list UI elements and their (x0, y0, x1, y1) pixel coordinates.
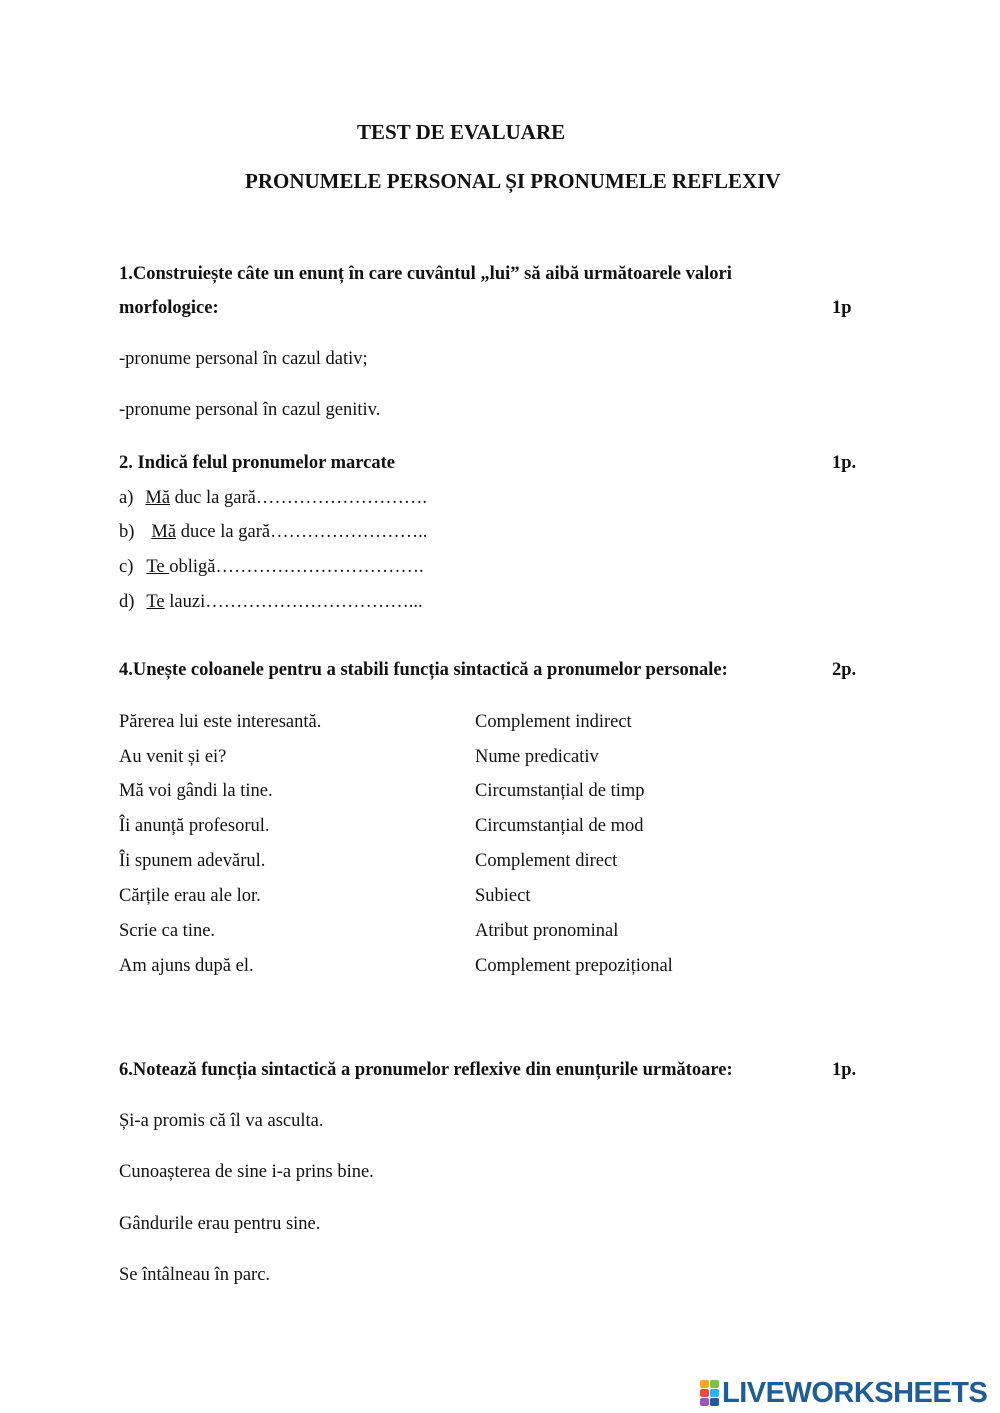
question-2-item-a (119, 488, 427, 509)
item-text: duc la gară………………………. (170, 488, 427, 508)
question-1-points: 1p (832, 298, 852, 318)
right-column-item[interactable]: Subiect (475, 886, 531, 906)
marked-pronoun: Te (146, 557, 170, 577)
right-column-item[interactable]: Complement prepozițional (475, 956, 673, 976)
left-column-item[interactable]: Cărțile erau ale lor. (119, 886, 261, 906)
page-title: TEST DE EVALUARE (357, 120, 566, 144)
question-2-item-d (119, 592, 423, 613)
right-column-item[interactable]: Complement indirect (475, 712, 632, 732)
right-column-item[interactable]: Circumstanțial de timp (475, 781, 645, 801)
question-4-points: 2p. (832, 660, 857, 680)
right-column-item[interactable]: Atribut pronominal (475, 921, 619, 941)
item-letter: c) (119, 557, 134, 577)
left-column-item[interactable]: Îi spunem adevărul. (119, 851, 266, 871)
question-1-title-line2: morfologice: (119, 298, 219, 318)
question-6-points: 1p. (832, 1060, 857, 1080)
right-column-item[interactable]: Complement direct (475, 851, 618, 871)
question-2-item-c (119, 557, 424, 578)
question-4-title: 4.Unește coloanele pentru a stabili funcția sintactică a pronumelor personale: (119, 660, 728, 680)
marked-pronoun: Mă (145, 488, 171, 508)
liveworksheets-logo[interactable] (700, 1378, 987, 1408)
question-1-item: -pronume personal în cazul genitiv. (119, 400, 381, 420)
right-column-item[interactable]: Circumstanțial de mod (475, 816, 644, 836)
question-2-title: 2. Indică felul pronumelor marcate (119, 453, 395, 473)
item-text: lauzi……………………………... (164, 592, 423, 612)
marked-pronoun: Te (146, 592, 165, 612)
question-6-item: Se întâlneau în parc. (119, 1265, 271, 1285)
right-column-item[interactable]: Nume predicativ (475, 747, 599, 767)
liveworksheets-logo-text: LIVEWORKSHEETS (722, 1376, 988, 1409)
question-1-title-line1: 1.Construiește câte un enunț în care cuvântul „lui” să aibă următoarele valori (119, 264, 732, 284)
question-6-title: 6.Notează funcția sintactică a pronumelor reflexive din enunțurile următoare: (119, 1060, 733, 1080)
question-6-item: Gândurile erau pentru sine. (119, 1214, 321, 1234)
item-letter: a) (119, 488, 134, 508)
left-column-item[interactable]: Am ajuns după el. (119, 956, 254, 976)
liveworksheets-logo-icon (700, 1380, 720, 1406)
marked-pronoun: Mă (151, 522, 177, 542)
item-letter: d) (119, 592, 135, 612)
left-column-item[interactable]: Au venit și ei? (119, 747, 227, 767)
item-text: obligă……………………………. (169, 557, 424, 577)
item-letter: b) (119, 522, 135, 542)
item-text: duce la gară…………………….. (176, 522, 428, 542)
left-column-item[interactable]: Părerea lui este interesantă. (119, 712, 322, 732)
left-column-item[interactable]: Îi anunță profesorul. (119, 816, 270, 836)
question-6-item: Și-a promis că îl va asculta. (119, 1111, 324, 1131)
question-1-item: -pronume personal în cazul dativ; (119, 349, 368, 369)
page-subtitle: PRONUMELE PERSONAL ȘI PRONUMELE REFLEXIV (245, 169, 781, 193)
question-6-item: Cunoașterea de sine i-a prins bine. (119, 1162, 374, 1182)
left-column-item[interactable]: Scrie ca tine. (119, 921, 216, 941)
left-column-item[interactable]: Mă voi gândi la tine. (119, 781, 273, 801)
question-2-item-b (119, 522, 427, 543)
question-2-points: 1p. (832, 453, 857, 473)
